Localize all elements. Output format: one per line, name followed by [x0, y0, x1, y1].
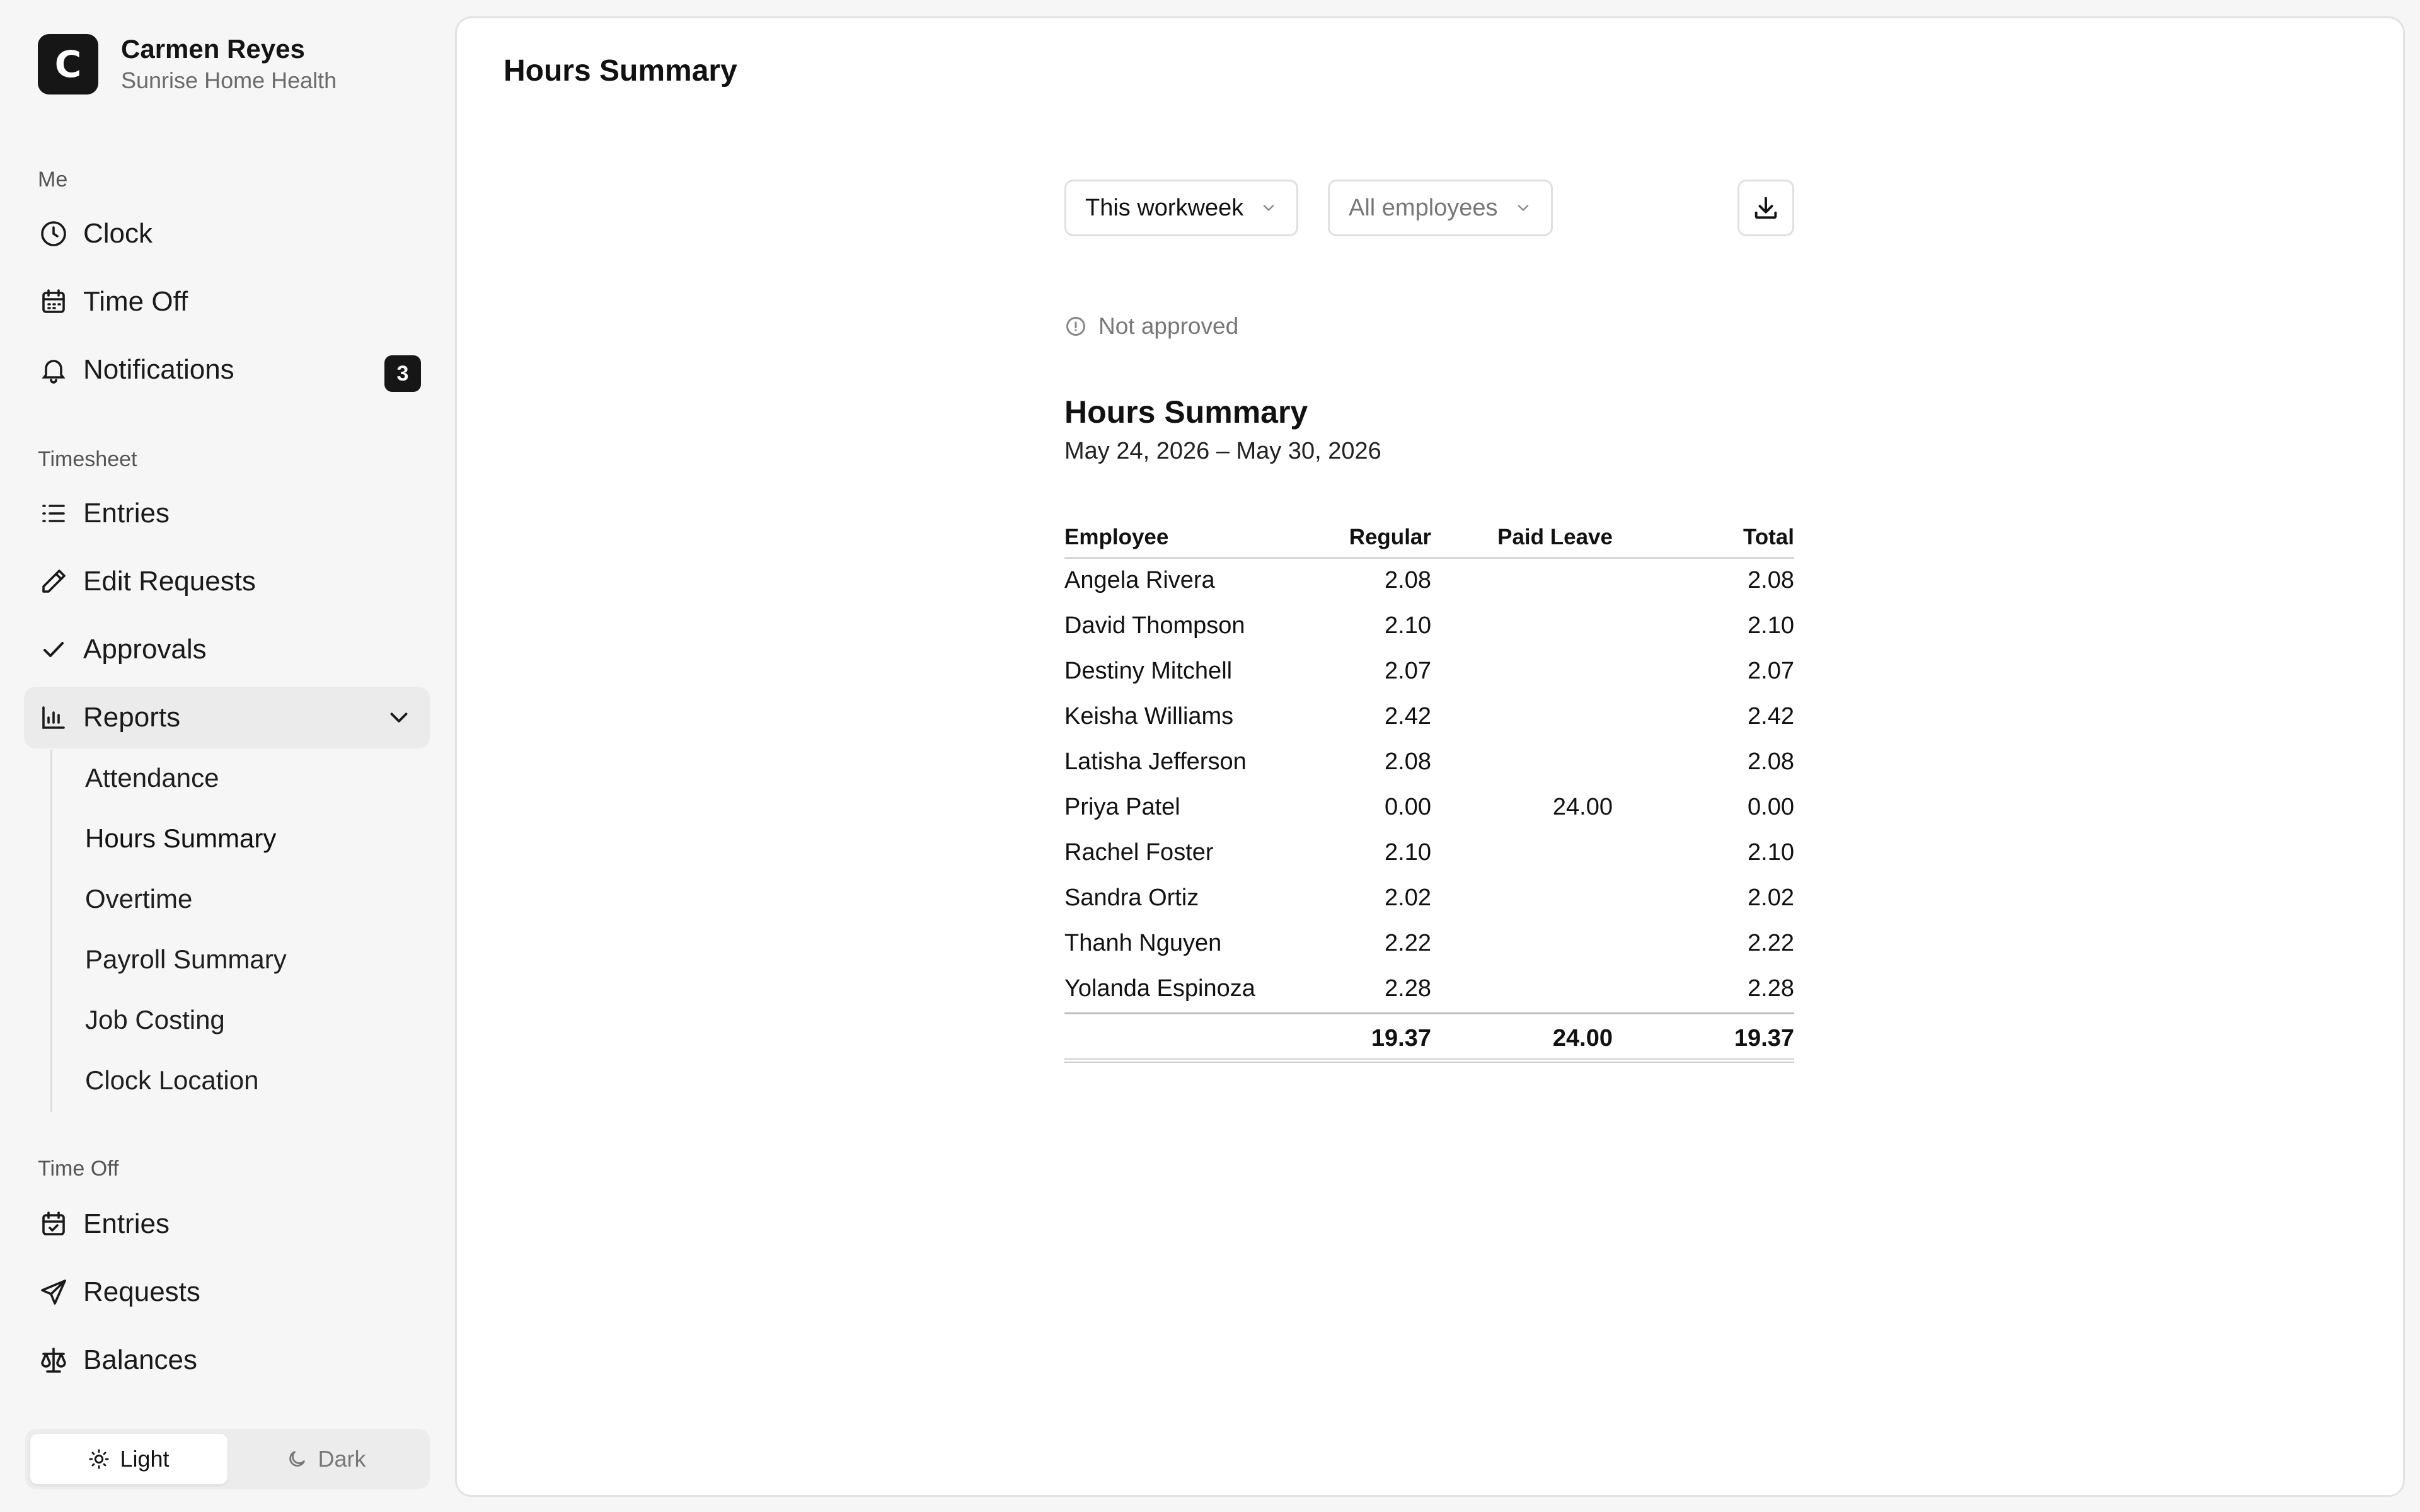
column-header-total[interactable]: Total — [1743, 525, 1794, 549]
clock-icon — [38, 218, 69, 249]
table-row — [1064, 559, 1794, 604]
user-name: Carmen Reyes — [121, 34, 305, 64]
calendar-check-icon — [38, 1208, 69, 1240]
table-row — [1064, 604, 1794, 650]
employee-cell: Priya Patel — [1064, 794, 1180, 820]
sidebar-item-label: Time Off — [83, 286, 188, 317]
regular-hours-cell: 2.08 — [1385, 748, 1431, 775]
submenu-item-payroll-summary[interactable]: Payroll Summary — [85, 944, 287, 974]
column-header-paid-leave[interactable]: Paid Leave — [1497, 525, 1613, 549]
sidebar-item-label: Entries — [83, 498, 170, 529]
table-row — [1064, 786, 1794, 831]
sidebar-item-label: Clock — [83, 218, 153, 249]
total-regular: 19.37 — [1371, 1025, 1431, 1051]
chevron-down-icon — [1514, 199, 1532, 217]
employee-cell: Latisha Jefferson — [1064, 748, 1247, 775]
sidebar — [0, 0, 455, 1512]
regular-hours-cell: 2.10 — [1385, 839, 1431, 866]
org-logo: C — [38, 34, 98, 94]
send-icon — [38, 1276, 69, 1308]
bar-chart-icon — [38, 702, 69, 733]
scale-icon — [38, 1344, 69, 1376]
sidebar-item-label: Reports — [83, 702, 181, 733]
sidebar-item-label: Entries — [83, 1208, 170, 1239]
sidebar-item-label: Balances — [83, 1344, 198, 1375]
sidebar-item-notifications[interactable] — [24, 339, 430, 401]
submenu-item-attendance[interactable]: Attendance — [85, 763, 219, 793]
submenu-item-job-costing[interactable]: Job Costing — [85, 1005, 225, 1034]
table-row — [1064, 876, 1794, 922]
table-totals-row — [1064, 1012, 1794, 1063]
section-label-time-off: Time Off — [38, 1157, 119, 1181]
section-label-timesheet: Timesheet — [38, 447, 137, 471]
reports-submenu — [50, 750, 403, 1112]
employee-select-value: All employees — [1349, 194, 1498, 221]
company-name: Sunrise Home Health — [121, 67, 337, 93]
hours-summary-table — [1064, 516, 1794, 1063]
sidebar-item-label: Requests — [83, 1276, 200, 1307]
total-hours-cell: 2.42 — [1748, 703, 1794, 730]
table-row — [1064, 695, 1794, 740]
employee-cell: Angela Rivera — [1064, 567, 1215, 593]
regular-hours-cell: 2.08 — [1385, 567, 1431, 593]
employee-cell: Sandra Ortiz — [1064, 885, 1199, 911]
report-date-range: May 24, 2026 – May 30, 2026 — [1064, 438, 1381, 464]
report-title: Hours Summary — [1064, 394, 1308, 430]
sidebar-item-timesheet-entries[interactable] — [24, 483, 430, 544]
employee-cell: Thanh Nguyen — [1064, 930, 1222, 956]
moon-icon — [286, 1448, 308, 1470]
total-hours-cell: 0.00 — [1748, 794, 1794, 820]
paid-leave-cell: 24.00 — [1552, 794, 1613, 820]
table-row — [1064, 922, 1794, 967]
sidebar-item-balances[interactable] — [24, 1329, 430, 1391]
table-row — [1064, 831, 1794, 876]
total-hours-cell: 2.10 — [1748, 839, 1794, 866]
approval-status-text: Not approved — [1098, 313, 1239, 339]
employee-cell: Rachel Foster — [1064, 839, 1214, 866]
employee-select[interactable] — [1328, 180, 1553, 236]
regular-hours-cell: 0.00 — [1385, 794, 1431, 820]
table-body — [1064, 559, 1794, 1012]
theme-toggle — [25, 1429, 430, 1489]
chevron-down-icon — [1260, 199, 1277, 217]
sidebar-item-timeoff-entries[interactable] — [24, 1193, 430, 1255]
submenu-item-clock-location[interactable]: Clock Location — [85, 1065, 259, 1095]
sidebar-item-edit-requests[interactable] — [24, 551, 430, 612]
sun-icon — [88, 1448, 110, 1470]
bell-icon — [38, 354, 69, 386]
regular-hours-cell: 2.07 — [1385, 658, 1431, 684]
main-panel — [455, 16, 2405, 1497]
employee-cell: Destiny Mitchell — [1064, 658, 1233, 684]
submenu-item-overtime[interactable]: Overtime — [85, 884, 193, 914]
sidebar-item-label: Notifications — [83, 354, 234, 385]
sidebar-item-time-off[interactable] — [24, 271, 430, 333]
regular-hours-cell: 2.10 — [1385, 612, 1431, 639]
download-button[interactable] — [1737, 180, 1794, 236]
period-select-value: This workweek — [1085, 194, 1244, 221]
regular-hours-cell: 2.42 — [1385, 703, 1431, 730]
period-select[interactable] — [1064, 180, 1298, 236]
list-icon — [38, 498, 69, 529]
org-switcher[interactable] — [38, 33, 337, 96]
theme-dark-button[interactable] — [228, 1434, 425, 1484]
sidebar-item-requests[interactable] — [24, 1261, 430, 1323]
regular-hours-cell: 2.02 — [1385, 885, 1431, 911]
approval-status — [1064, 313, 1238, 340]
total-hours-cell: 2.28 — [1748, 975, 1794, 1002]
column-header-regular[interactable]: Regular — [1349, 525, 1431, 549]
employee-cell: David Thompson — [1064, 612, 1245, 639]
total-hours-cell: 2.02 — [1748, 885, 1794, 911]
employee-cell: Keisha Williams — [1064, 703, 1234, 730]
total-hours-cell: 2.08 — [1748, 567, 1794, 593]
total-paid-leave: 24.00 — [1552, 1025, 1613, 1051]
table-row — [1064, 650, 1794, 695]
total-hours-cell: 2.10 — [1748, 612, 1794, 639]
total-total: 19.37 — [1734, 1025, 1794, 1051]
section-label-me: Me — [38, 168, 68, 192]
total-hours-cell: 2.07 — [1748, 658, 1794, 684]
sidebar-item-reports[interactable] — [24, 687, 430, 748]
theme-light-label: Light — [120, 1446, 170, 1472]
table-row — [1064, 740, 1794, 786]
theme-light-button[interactable] — [30, 1434, 228, 1484]
table-row — [1064, 967, 1794, 1012]
regular-hours-cell: 2.28 — [1385, 975, 1431, 1002]
regular-hours-cell: 2.22 — [1385, 930, 1431, 956]
total-hours-cell: 2.22 — [1748, 930, 1794, 956]
notification-count-badge: 3 — [384, 355, 421, 392]
page-title: Hours Summary — [504, 54, 737, 88]
sidebar-item-label: Approvals — [83, 634, 207, 665]
employee-cell: Yolanda Espinoza — [1064, 975, 1255, 1002]
sidebar-item-label: Edit Requests — [83, 566, 256, 597]
column-header-employee[interactable]: Employee — [1064, 525, 1169, 549]
sidebar-item-clock[interactable] — [24, 203, 430, 265]
download-icon — [1751, 193, 1780, 222]
total-hours-cell: 2.08 — [1748, 748, 1794, 775]
pencil-icon — [38, 566, 69, 597]
theme-dark-label: Dark — [318, 1446, 366, 1472]
calendar-icon — [38, 286, 69, 318]
submenu-item-hours-summary[interactable]: Hours Summary — [85, 823, 277, 853]
sidebar-item-approvals[interactable] — [24, 619, 430, 680]
check-icon — [38, 634, 69, 665]
chevron-down-icon[interactable] — [384, 703, 413, 732]
table-header — [1064, 516, 1794, 559]
alert-circle-icon — [1064, 315, 1087, 338]
